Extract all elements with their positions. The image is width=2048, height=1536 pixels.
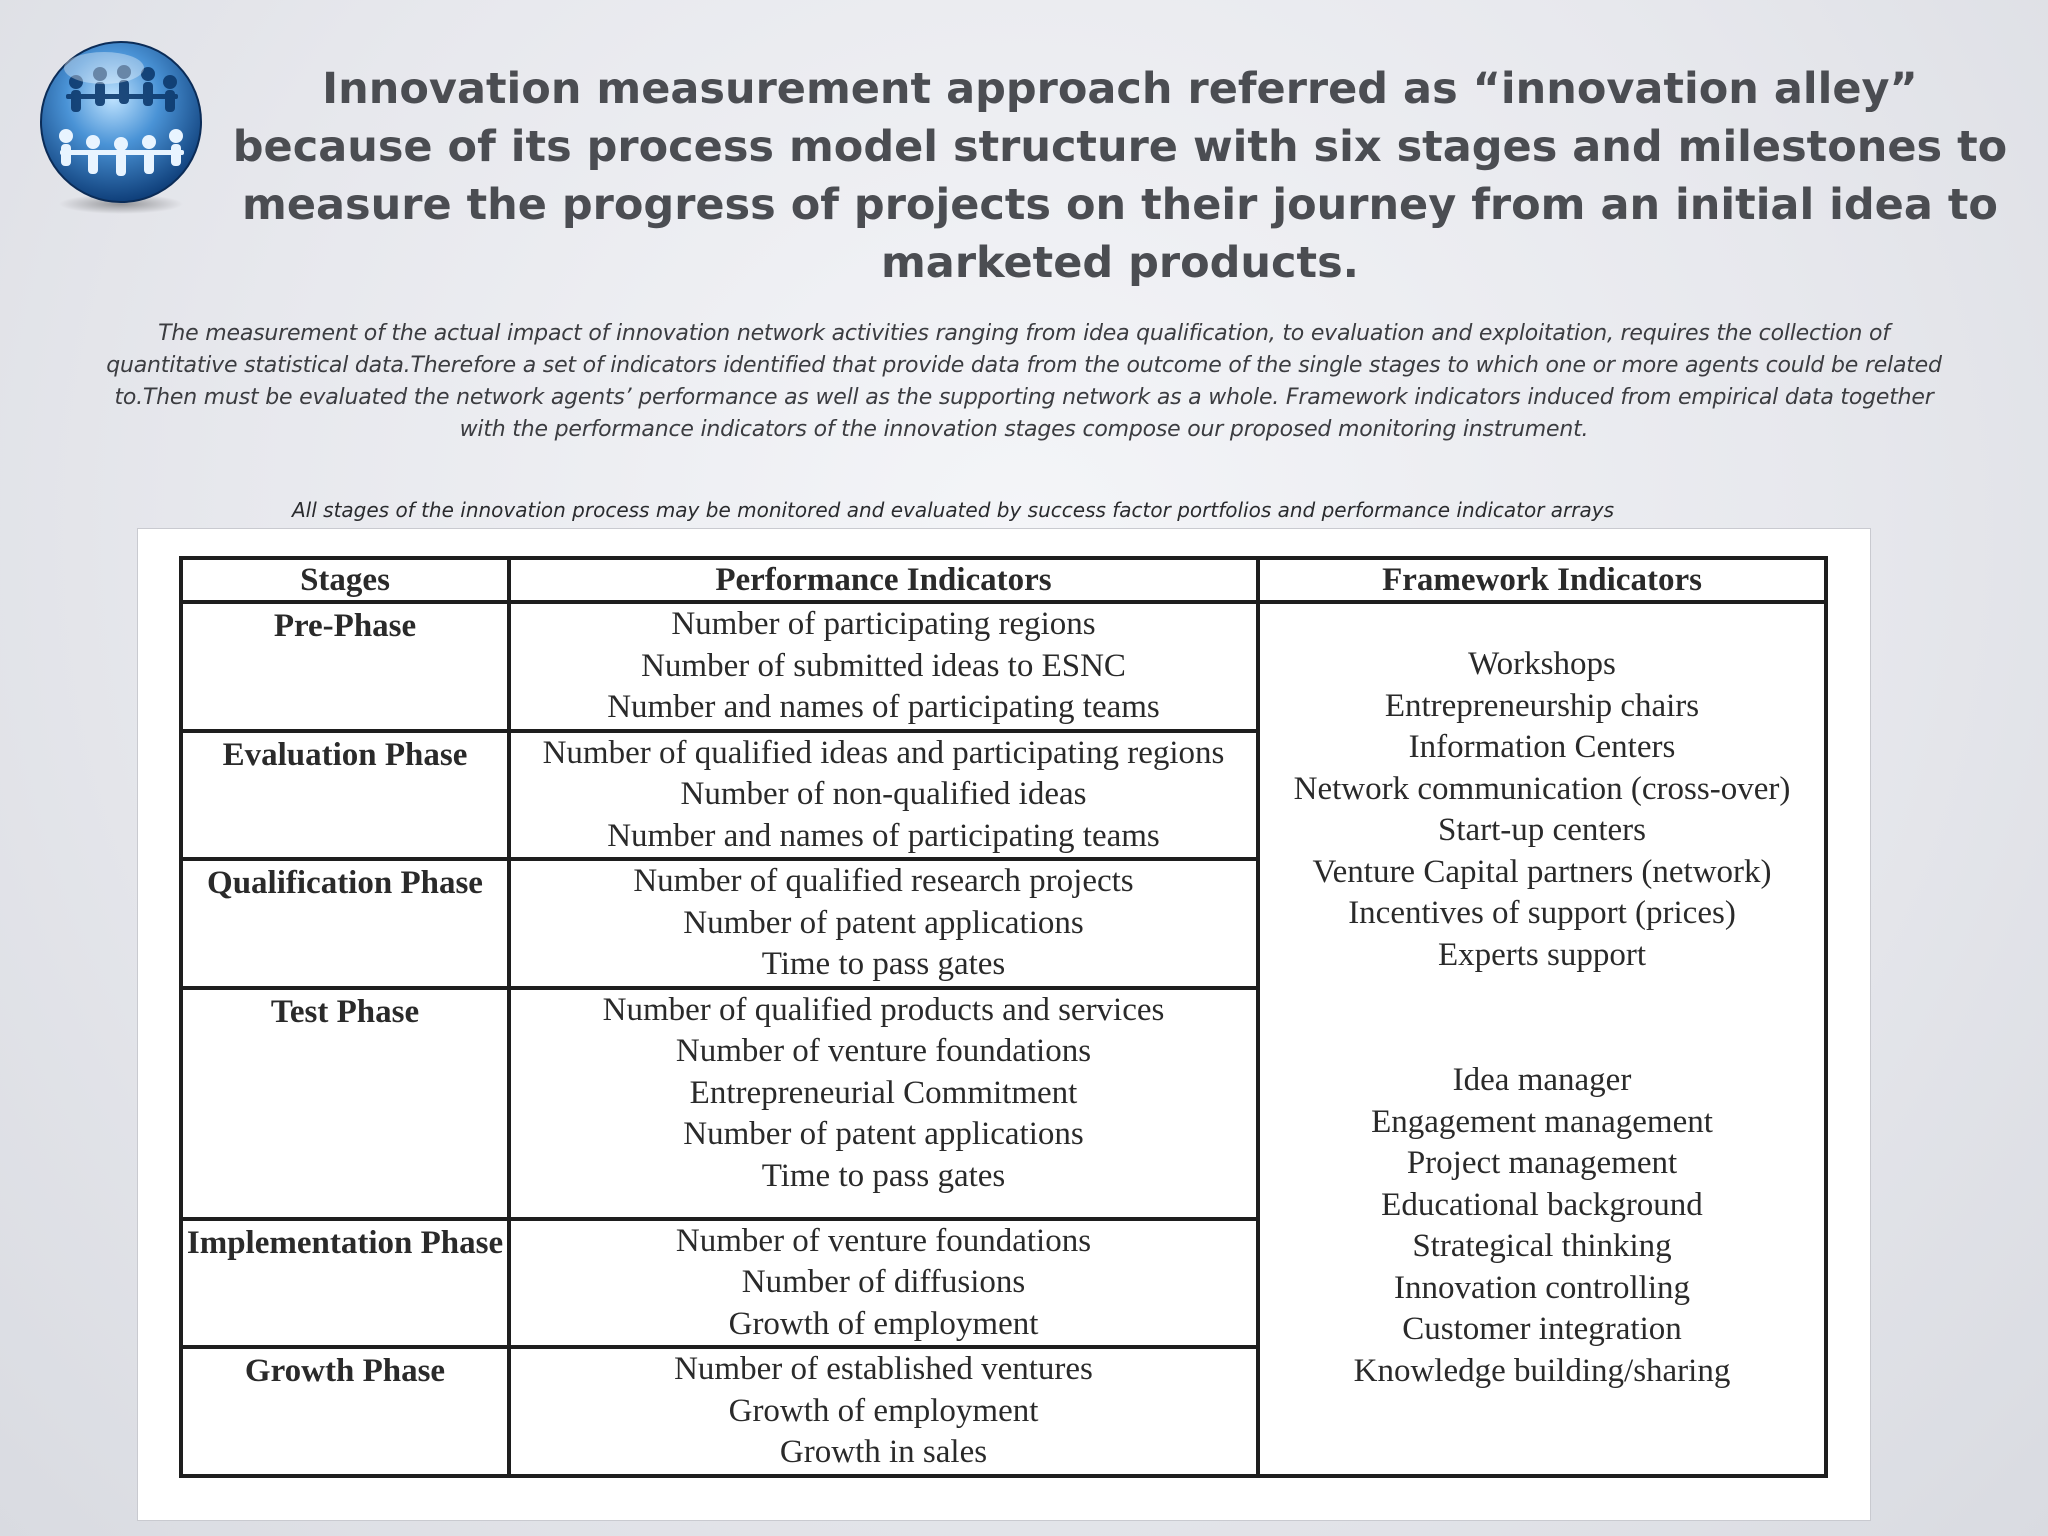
table-caption: All stages of the innovation process may be monitored and evaluated by success factor portfolios and performance indicator arrays: [292, 498, 1615, 522]
stage-label: Growth Phase: [244, 1353, 446, 1389]
framework-item: Experts support: [1437, 936, 1647, 973]
indicator-item: Number and names of participating teams: [607, 689, 1160, 725]
indicator-item: Number of submitted ideas to ESNC: [641, 647, 1126, 684]
indicator-item: Entrepreneurial Commitment: [689, 1074, 1078, 1111]
stage-label: Test Phase: [270, 993, 420, 1030]
indicator-item: Number of established ventures: [674, 1351, 1093, 1387]
indicator-item: Time to pass gates: [761, 946, 1006, 982]
stage-label: Evaluation Phase: [222, 736, 468, 773]
indicator-item: Number of diffusions: [741, 1264, 1026, 1300]
stage-label: Qualification Phase: [207, 865, 483, 901]
indicator-item: Number of venture foundations: [675, 1033, 1092, 1069]
framework-group-agents: [1260, 1060, 1824, 1392]
stage-label: Pre-Phase: [273, 608, 417, 644]
framework-item: Start-up centers: [1437, 812, 1646, 848]
framework-item: Customer integration: [1402, 1311, 1682, 1347]
indicator-item: Number of venture foundations: [675, 1222, 1092, 1259]
framework-item: Venture Capital partners (network): [1312, 853, 1772, 890]
indicator-item: Time to pass gates: [761, 1157, 1006, 1194]
slide-title: Innovation measurement approach referred as “innovation alley” because of its process model structure with six stages and milestones to measure the progress of projects on their journey from an initial idea to marketed products.: [232, 64, 2008, 288]
framework-item: Idea manager: [1452, 1062, 1632, 1098]
framework-item: Incentives of support (prices): [1348, 895, 1736, 931]
intro-paragraph: The measurement of the actual impact of innovation network activities ranging from idea qualification, to evaluation and exploitation, requires the collection of quantitative statistical data.Therefore a set of indicators identified that provide data from the outcome of the single stages to which one or more agents could be related to.Then must be evaluated the network agents’ performance as well as the supporting network as a whole. Framework indicators induced from empirical data together with the performance indicators of the innovation stages compose our proposed monitoring instrument.: [106, 321, 1942, 442]
stage-label: Implementation Phase: [186, 1224, 504, 1261]
framework-item: Knowledge building/sharing: [1353, 1352, 1731, 1389]
header-performance-indicators: Performance Indicators: [509, 558, 1258, 602]
indicator-item: Growth in sales: [779, 1434, 988, 1470]
indicator-item: Number and names of participating teams: [607, 817, 1160, 854]
table-row: [181, 602, 1826, 731]
framework-item: Strategical thinking: [1412, 1228, 1672, 1264]
indicator-item: Growth of employment: [728, 1305, 1039, 1342]
indicator-item: Number of non-qualified ideas: [680, 776, 1087, 812]
framework-item: Entrepreneurship chairs: [1384, 687, 1700, 724]
header-framework-indicators: Framework Indicators: [1258, 558, 1826, 602]
indicator-item: Number of patent applications: [683, 904, 1084, 941]
header-stages: Stages: [181, 558, 509, 602]
indicator-item: Number of qualified products and services: [602, 991, 1165, 1028]
framework-item: Project management: [1406, 1145, 1678, 1181]
indicator-item: Number of participating regions: [671, 606, 1096, 642]
indicator-item: Growth of employment: [728, 1392, 1039, 1429]
framework-item: Engagement management: [1371, 1103, 1713, 1140]
framework-indicators-cell: [1258, 602, 1826, 1476]
globe-people-logo-icon: [36, 38, 206, 218]
indicator-table-image: [137, 528, 1871, 1521]
framework-item: Workshops: [1468, 646, 1616, 682]
framework-item: Innovation controlling: [1393, 1269, 1691, 1306]
framework-item: Information Centers: [1408, 729, 1676, 765]
framework-item: Educational background: [1381, 1186, 1703, 1223]
indicator-item: Number of patent applications: [683, 1116, 1084, 1152]
indicator-item: Number of qualified ideas and participating regions: [542, 734, 1225, 771]
indicator-item: Number of qualified research projects: [633, 863, 1134, 899]
indicator-table: [179, 556, 1828, 1478]
framework-item: Network communication (cross-over): [1293, 770, 1791, 807]
framework-group-network: [1260, 604, 1824, 976]
